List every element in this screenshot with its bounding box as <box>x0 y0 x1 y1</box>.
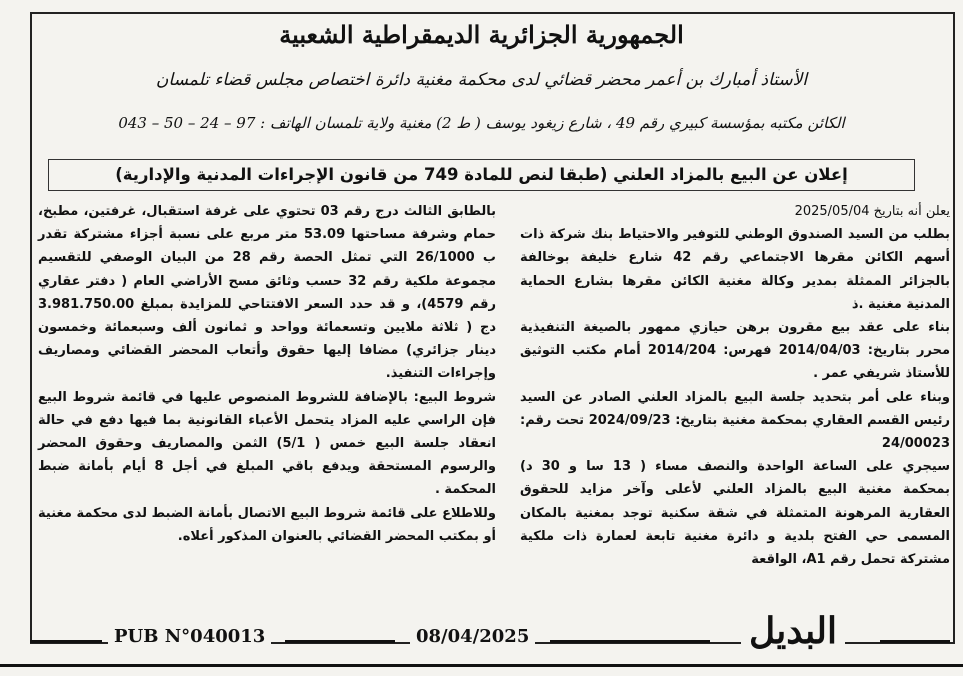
footer-rule-3 <box>550 640 710 643</box>
left-text-column <box>38 200 496 548</box>
sale-conditions-paragraph: شروط البيع: بالإضافة للشروط المنصوص عليها في قائمة شروط البيع فإن الراسي عليه المزاد يتحمل الأعباء القانونية بما فيها دفع في حالة انعقاد جلسة البيع خمس ( 5/1) الثمن والمصاريف وحقوق المحضر والرسوم المستحقة ويدفع باقي المبلغ في أجل 8 أيام بأمانة ضبط المحكمة . <box>38 389 496 498</box>
auction-heading: إعلان عن البيع بالمزاد العلني (طبقا لنص للمادة 749 من قانون الإجراءات المدنية والإدارية) <box>48 159 915 191</box>
pub-number: PUB N°040013 <box>108 626 271 647</box>
footer-rule-1 <box>30 640 102 643</box>
announcement-date-paragraph: يعلن أنه بتاريخ 2025/05/04 <box>794 204 950 219</box>
requester-paragraph: بطلب من السيد الصندوق الوطني للتوفير والاحتياط بنك شركة ذات أسهم الكائن مقرها الاجتماعي رقم 42 شارع خليفة بوخالفة بالجزائر الممثلة بمدير وكالة مغنية الكائن مقرها بشارع الحماية المدنية مغنية .ذ <box>520 227 951 312</box>
office-address-line: الكائن مكتبه بمؤسسة كبيري رقم 49 ، شارع زيغود يوسف ( ط 2) مغنية ولاية تلمسان الهاتف : 97 – 24 – 50 – 043 <box>118 114 845 132</box>
auction-time-paragraph: سيجري على الساعة الواحدة والنصف مساء ( 13 سا و 30 د) بمحكمة مغنية البيع بالمزاد العلني لأعلى وآخر مزايد للحقوق العقارية المرهونة المتمثلة في شقة سكنية توجد بمغنية بالمكان المسمى حي الفتح بلدية و دائرة مغنية تابعة لعمارة ذات ملكية مشتركة تحمل رقم A1، الواقعة <box>520 459 951 568</box>
bailiff-name-line: الأستاذ أمبارك بن أعمر محضر قضائي لدى محكمة مغنية دائرة اختصاص مجلس قضاء تلمسان <box>155 70 808 90</box>
newspaper-name: البديل <box>741 610 845 652</box>
contact-paragraph: وللاطلاع على قائمة شروط البيع الاتصال بأمانة الضبط لدى محكمة مغنية أو بمكتب المحضر القضائي بالعنوان المذكور أعلاه. <box>38 505 496 544</box>
republic-title: الجمهورية الجزائرية الديمقراطية الشعبية <box>279 20 684 49</box>
property-description-paragraph: بالطابق الثالث درج رقم 03 تحتوي على غرفة استقبال، غرفتين، مطبخ، حمام وشرفة مساحتها 53.09 متر مربع على نسبة أجزاء مشتركة تقدر ب 26/1000 التي تمثل الحصة رقم 28 من البيان الوصفي للتقسيم مجموعة ملكية رقم 32 حسب وثائق مسح الأراضي العام ( دفتر عقاري رقم 4579)، و قد حدد السعر الافتتاحي للمزايدة بمبلغ 3.981.750.00 دج ( ثلاثة ملايين وتسعمائة وواحد و ثمانون ألف وسبعمائة وخمسون دينار جزائري) مضافا إليها حقوق وأتعاب المحضر القضائي ومصاريف وإجراءات التنفيذ. <box>38 204 496 382</box>
court-order-paragraph: وبناء على أمر بتحديد جلسة البيع بالمزاد العلني الصادر عن السيد رئيس القسم العقاري بمحكمة مغنية بتاريخ: 2024/09/23 تحت رقم: 24/00023 <box>520 389 950 452</box>
footer-rule-2 <box>285 640 395 643</box>
right-text-column <box>520 200 950 571</box>
contract-paragraph: بناء على عقد بيع مقرون برهن حيازي ممهور بالصيغة التنفيذية محرر بتاريخ: 2014/04/03 فهرس: 2014/204 أمام مكتب التوثيق للأستاذ شريفي عمر . <box>520 320 950 382</box>
publication-date: 08/04/2025 <box>410 626 535 647</box>
footer <box>30 610 955 658</box>
footer-rule-4 <box>880 640 950 643</box>
bottom-rule <box>0 664 963 667</box>
